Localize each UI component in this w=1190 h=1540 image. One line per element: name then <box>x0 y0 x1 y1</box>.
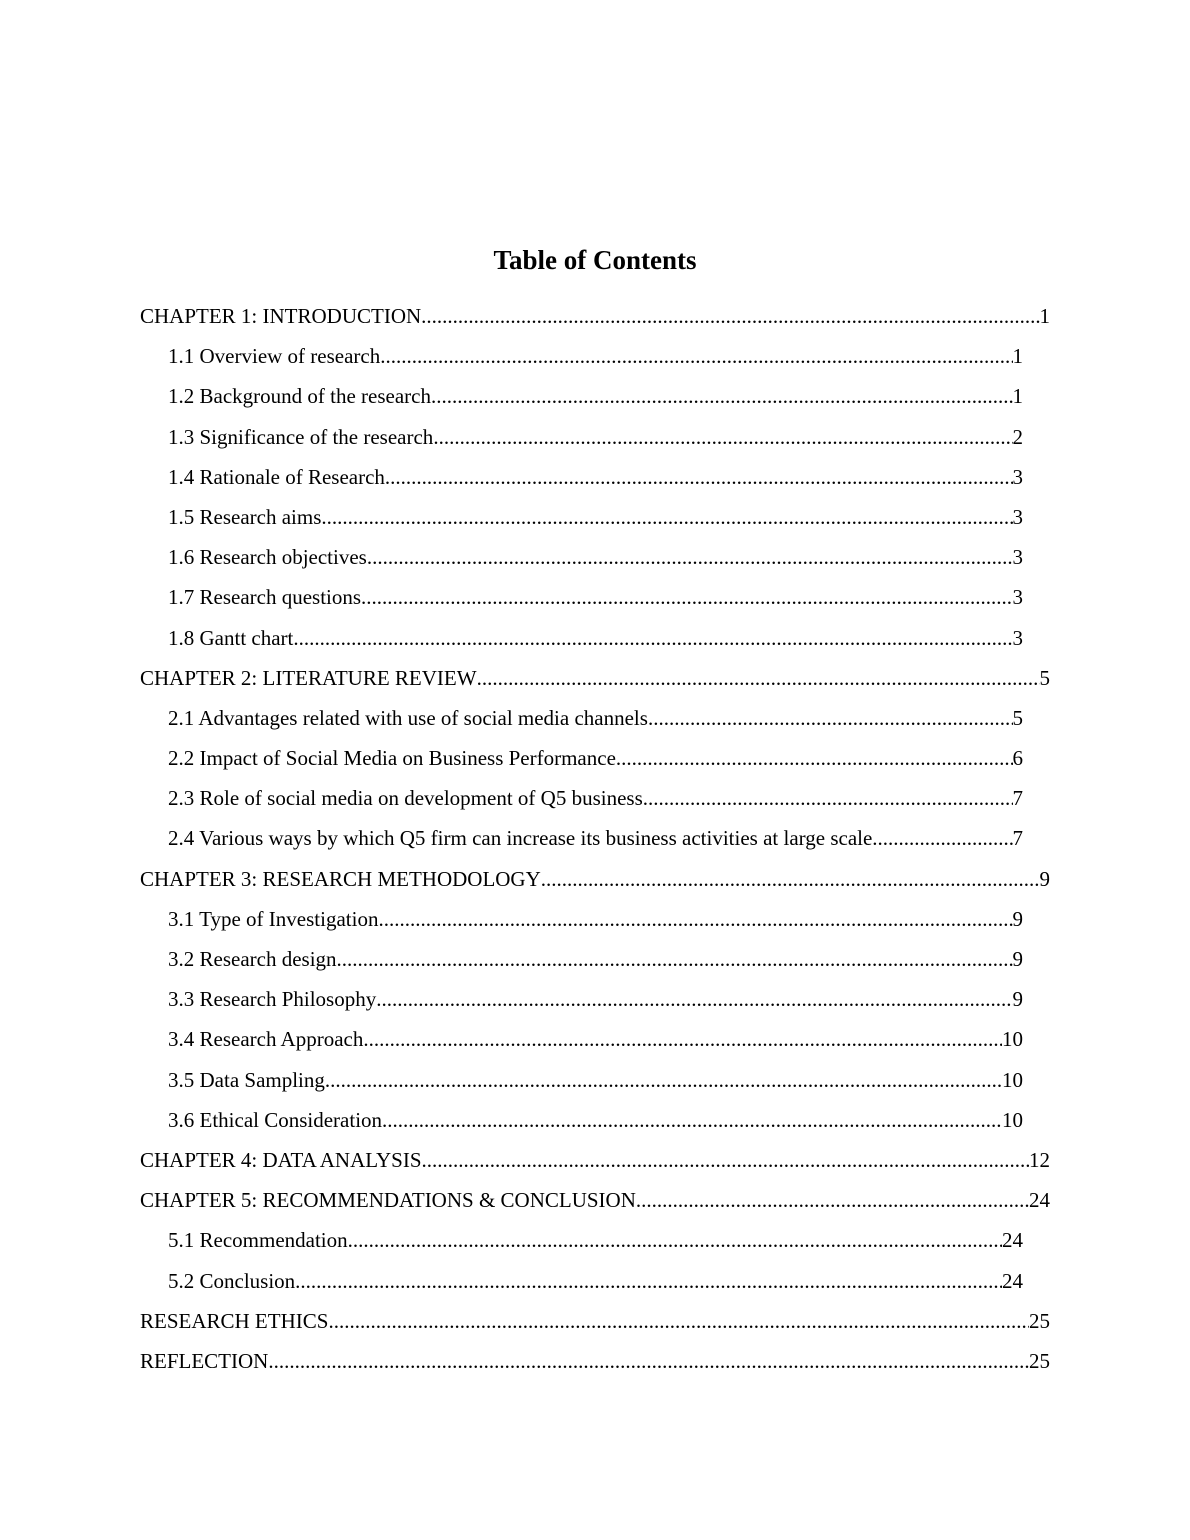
toc-page-number: 10 <box>1002 1107 1023 1132</box>
toc-entry-label: 3.4 Research Approach <box>168 1027 364 1052</box>
toc-dot-leader <box>616 742 1013 774</box>
toc-page-number: 3 <box>1012 585 1023 610</box>
toc-entry-label: 2.2 Impact of Social Media on Business Performance <box>168 746 616 771</box>
toc-dot-leader <box>328 1305 1029 1337</box>
toc-page-number: 9 <box>1012 987 1023 1012</box>
toc-dot-leader <box>378 903 1012 935</box>
toc-page-number: 2 <box>1012 424 1023 449</box>
toc-entry-label: 1.1 Overview of research <box>168 344 381 369</box>
toc-dot-leader <box>636 1184 1029 1216</box>
toc-page-number: 3 <box>1012 545 1023 570</box>
toc-chapter-entry[interactable] <box>0 300 1050 340</box>
toc-dot-leader <box>648 702 1013 734</box>
toc-entry-label: 5.2 Conclusion <box>168 1268 296 1293</box>
toc-chapter-entry[interactable] <box>0 1345 1050 1385</box>
toc-entry-label: CHAPTER 1: INTRODUCTION <box>140 304 422 328</box>
toc-page-number: 3 <box>1012 504 1023 529</box>
toc-page-number: 25 <box>1029 1308 1050 1333</box>
toc-page-number: 6 <box>1012 746 1023 771</box>
toc-dot-leader <box>422 1144 1029 1176</box>
toc-dot-leader <box>421 300 1039 332</box>
toc-dot-leader <box>348 1224 1002 1256</box>
toc-page-number: 25 <box>1029 1348 1050 1373</box>
toc-page-number: 12 <box>1029 1147 1050 1172</box>
toc-chapter-entry[interactable] <box>0 662 1050 702</box>
toc-section-entry[interactable] <box>0 461 1023 501</box>
toc-chapter-entry[interactable] <box>0 1305 1050 1345</box>
toc-section-entry[interactable] <box>0 782 1023 822</box>
toc-entry-label: 3.6 Ethical Consideration <box>168 1107 383 1132</box>
toc-entry-label: 3.5 Data Sampling <box>168 1067 325 1092</box>
toc-section-entry[interactable] <box>0 1224 1023 1264</box>
toc-section-entry[interactable] <box>0 702 1023 742</box>
toc-dot-leader <box>295 1265 1002 1297</box>
toc-page-number: 9 <box>1012 947 1023 971</box>
toc-page-number: 5 <box>1012 705 1023 730</box>
toc-section-entry[interactable] <box>0 421 1023 461</box>
toc-section-entry[interactable] <box>0 622 1023 662</box>
toc-page-number: 1 <box>1012 384 1023 409</box>
toc-dot-leader <box>367 541 1013 573</box>
toc-dot-leader <box>541 863 1040 895</box>
toc-dot-leader <box>361 581 1012 613</box>
toc-page-number: 10 <box>1002 1027 1023 1052</box>
toc-dot-leader <box>363 1023 1002 1055</box>
toc-dot-leader <box>321 501 1012 533</box>
toc-dot-leader <box>376 983 1012 1015</box>
toc-page-number: 1 <box>1039 304 1050 328</box>
toc-entry-label: 1.8 Gantt chart <box>168 625 294 650</box>
toc-chapter-entry[interactable] <box>0 1184 1050 1224</box>
toc-entry-label: 2.3 Role of social media on development of Q5 business <box>168 786 643 811</box>
toc-dot-leader <box>433 421 1012 453</box>
toc-entry-label: 1.7 Research questions <box>168 585 362 610</box>
toc-dot-leader <box>325 1064 1002 1096</box>
toc-dot-leader <box>268 1345 1029 1377</box>
page-title: Table of Contents <box>493 245 697 275</box>
toc-page-number: 3 <box>1012 625 1023 650</box>
toc-section-entry[interactable] <box>0 501 1023 541</box>
toc-page-number: 1 <box>1012 344 1023 369</box>
toc-page-number: 10 <box>1002 1067 1023 1092</box>
toc-entry-label: 5.1 Recommendation <box>168 1228 348 1253</box>
toc-section-entry[interactable] <box>0 983 1023 1023</box>
toc-entry-label: 1.4 Rationale of Research <box>168 464 385 489</box>
toc-section-entry[interactable] <box>0 742 1023 782</box>
toc-entry-label: CHAPTER 5: RECOMMENDATIONS & CONCLUSION <box>140 1188 636 1213</box>
toc-page-number: 24 <box>1002 1228 1023 1253</box>
toc-section-entry[interactable] <box>0 541 1023 581</box>
toc-entry-label: RESEARCH ETHICS <box>140 1308 329 1333</box>
toc-dot-leader <box>477 662 1040 694</box>
toc-entry-label: CHAPTER 3: RESEARCH METHODOLOGY <box>140 866 541 891</box>
toc-entry-label: 1.3 Significance of the research <box>168 424 434 449</box>
toc-entry-label: 1.2 Background of the research <box>168 384 431 409</box>
toc-dot-leader <box>872 822 1012 854</box>
toc-entry-label: 1.5 Research aims <box>168 504 322 529</box>
toc-entry-label: 2.1 Advantages related with use of social media channels <box>168 705 648 730</box>
toc-entry-label: 3.2 Research design <box>168 947 337 971</box>
toc-section-entry[interactable] <box>0 822 1023 862</box>
toc-dot-leader <box>431 380 1013 412</box>
toc-dot-leader <box>385 461 1013 493</box>
toc-section-entry[interactable] <box>0 1064 1023 1104</box>
toc-dot-leader <box>643 782 1013 814</box>
toc-section-entry[interactable] <box>0 943 1023 983</box>
toc-entry-label: REFLECTION <box>140 1348 269 1373</box>
toc-entry-label: 2.4 Various ways by which Q5 firm can increase its business activities at large scale <box>168 826 873 851</box>
toc-dot-leader <box>337 943 1013 975</box>
toc-page-number: 7 <box>1012 826 1023 851</box>
toc-page-number: 5 <box>1039 665 1050 690</box>
toc-section-entry[interactable] <box>0 903 1023 943</box>
toc-section-entry[interactable] <box>0 581 1023 621</box>
toc-entry-label: 1.6 Research objectives <box>168 545 367 570</box>
toc-entry-label: 3.1 Type of Investigation <box>168 906 379 931</box>
toc-entry-label: CHAPTER 4: DATA ANALYSIS <box>140 1147 422 1172</box>
toc-page-number: 9 <box>1039 866 1050 891</box>
toc-section-entry[interactable] <box>0 1104 1023 1144</box>
toc-page-number: 9 <box>1012 906 1023 931</box>
toc-entry-label: CHAPTER 2: LITERATURE REVIEW <box>140 665 477 690</box>
table-of-contents <box>0 300 1190 1385</box>
toc-section-entry[interactable] <box>0 380 1023 420</box>
toc-section-entry[interactable] <box>0 340 1023 380</box>
toc-page-number: 7 <box>1012 786 1023 811</box>
toc-dot-leader <box>382 1104 1002 1136</box>
toc-dot-leader <box>380 340 1012 372</box>
toc-page-number: 24 <box>1029 1188 1050 1213</box>
toc-section-entry[interactable] <box>0 1265 1023 1305</box>
toc-dot-leader <box>293 622 1012 654</box>
toc-chapter-entry[interactable] <box>0 1144 1050 1184</box>
toc-entry-label: 3.3 Research Philosophy <box>168 987 377 1012</box>
toc-page-number: 24 <box>1002 1268 1023 1293</box>
toc-page-number: 3 <box>1012 464 1023 489</box>
toc-chapter-entry[interactable] <box>0 863 1050 903</box>
toc-section-entry[interactable] <box>0 1023 1023 1063</box>
